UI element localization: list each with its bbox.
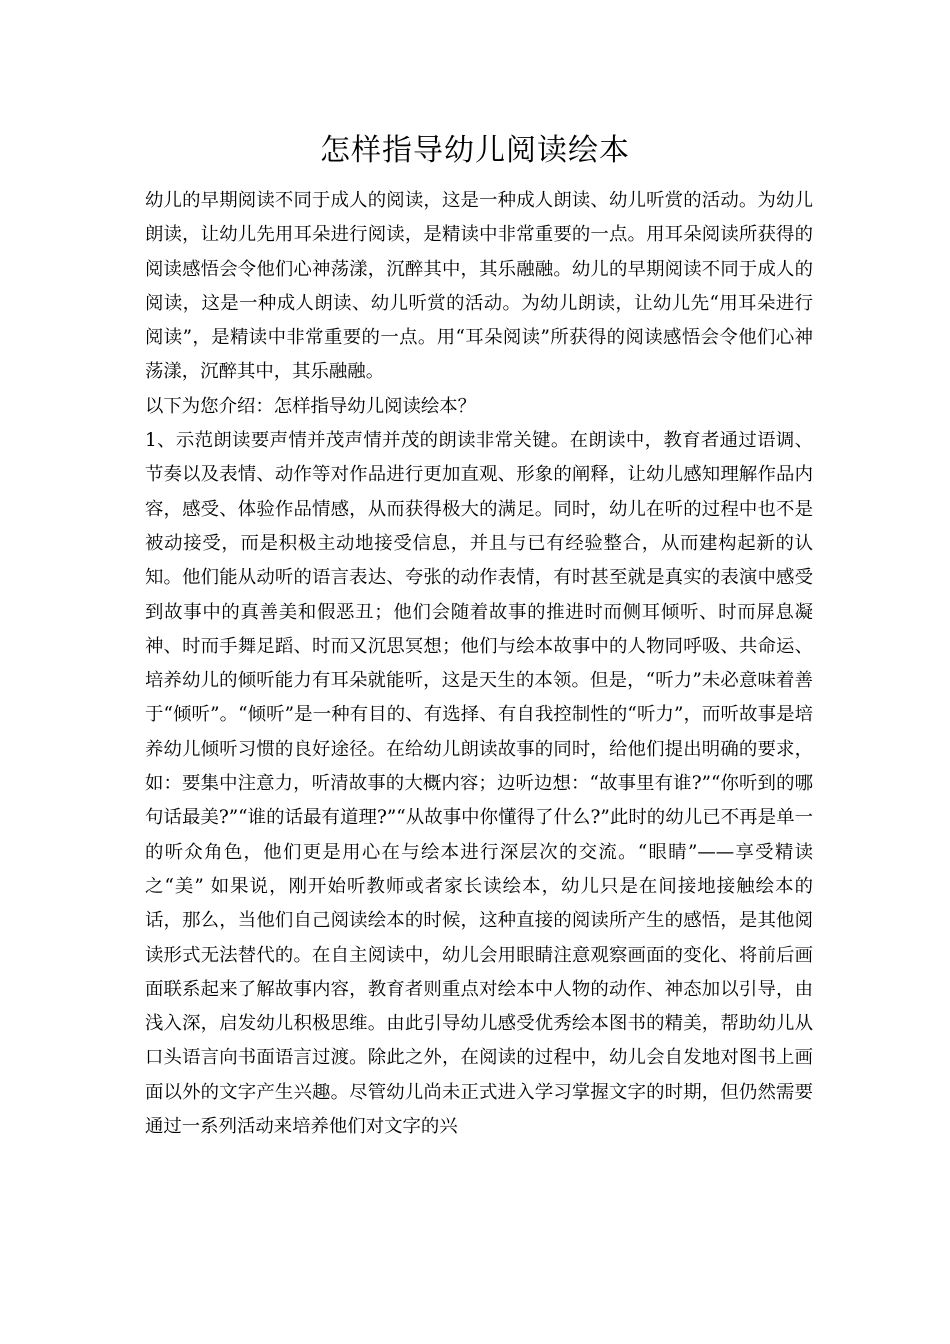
- page-title: 怎样指导幼儿阅读绘本: [320, 133, 630, 168]
- paragraph-section-1: 1、示范朗读要声情并茂声情并茂的朗读非常关键。在朗读中，教育者通过语调、节奏以及表情、动作等对作品进行更加直观、形象的阐释，让幼儿感知理解作品内容，感受、体验作品情感，从而获得极大的满足。同时，幼儿在听的过程中也不是被动接受，而是积极主动地接受信息，并且与已有经验整合，从而建构起新的认知。他们能从动听的语言表达、夸张的动作表情，有时甚至就是真实的表演中感受到故事中的真善美和假恶丑；他们会随着故事的推进时而侧耳倾听、时而屏息凝神、时而手舞足蹈、时而又沉思冥想；他们与绘本故事中的人物同呼吸、共命运、培养幼儿的倾听能力有耳朵就能听，这是天生的本领。但是，“听力”未必意味着善于“倾听”。“倾听”是一种有目的、有选择、有自我控制性的“听力”，而听故事是培养幼儿倾听习惯的良好途径。在给幼儿朗读故事的同时，给他们提出明确的要求，如：要集中注意力，听清故事的大概内容；边听边想：“故事里有谁?”“你听到的哪句话最美?”“谁的话最有道理?”“从故事中你懂得了什么?”此时的幼儿已不再是单一的听众角色，他们更是用心在与绘本进行深层次的交流。“眼睛”——享受精读之“美” 如果说，刚开始听教师或者家长读绘本，幼儿只是在间接地接触绘本的话，那么，当他们自己阅读绘本的时候，这种直接的阅读所产生的感悟，是其他阅读形式无法替代的。在自主阅读中，幼儿会用眼睛注意观察画面的变化、将前后画面联系起来了解故事内容，教育者则重点对绘本中人物的动作、神态加以引导，由浅入深，启发幼儿积极思维。由此引导幼儿感受优秀绘本图书的精美，帮助幼儿从口头语言向书面语言过渡。除此之外，在阅读的过程中，幼儿会自发地对图书上画面以外的文字产生兴趣。尽管幼儿尚未正式进入学习掌握文字的时期，但仍然需要通过一系列活动来培养他们对文字的兴: [145, 430, 813, 1138]
- paragraph-intro: 幼儿的早期阅读不同于成人的阅读，这是一种成人朗读、幼儿听赏的活动。为幼儿朗读，让幼儿先用耳朵进行阅读，是精读中非常重要的一点。用耳朵阅读所获得的阅读感悟会令他们心神荡漾，沉醉其中，其乐融融。幼儿的早期阅读不同于成人的阅读，这是一种成人朗读、幼儿听赏的活动。为幼儿朗读，让幼儿先“用耳朵进行阅读”，是精读中非常重要的一点。用“耳朵阅读”所获得的阅读感悟会令他们心神荡漾，沉醉其中，其乐融融。: [145, 190, 813, 383]
- document-body: [145, 184, 813, 1144]
- paragraph-lead-in: 以下为您介绍：怎样指导幼儿阅读绘本？: [145, 395, 477, 417]
